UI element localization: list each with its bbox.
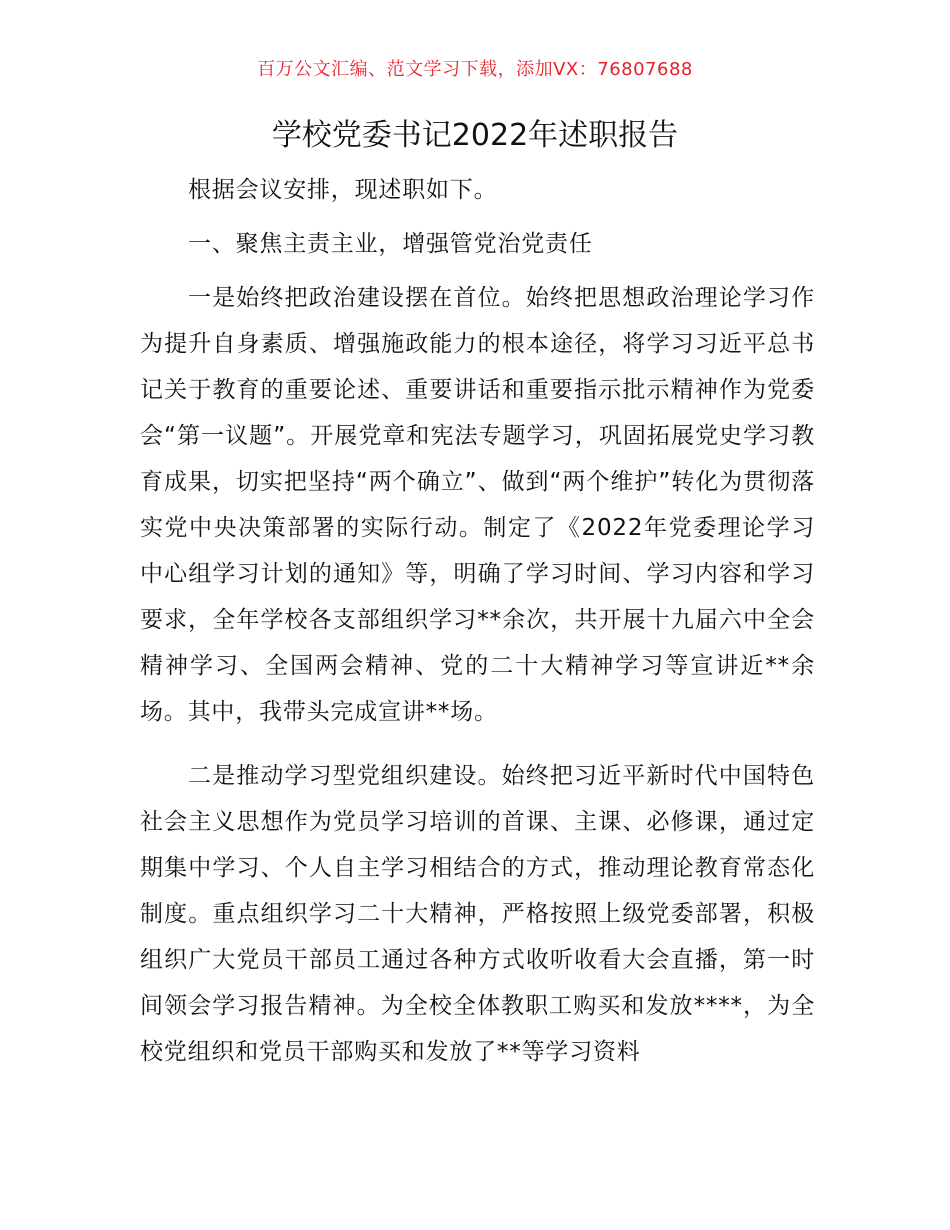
document-title: 学校党委书记2022年述职报告: [271, 118, 679, 153]
document-body: [140, 167, 815, 1083]
paragraph: 一是始终把政治建设摆在首位。始终把思想政治理论学习作为提升自身素质、增强施政能力的根本途径，将学习习近平总书记关于教育的重要论述、重要讲话和重要指示批示精神作为党委会“第一议题”。开展党章和宪法专题学习，巩固拓展党史学习教育成果，切实把坚持“两个确立”、做到“两个维护”转化为贯彻落实党中央决策部署的实际行动。制定了《2022年党委理论学习中心组学习计划的通知》等，明确了学习时间、学习内容和学习要求，全年学校各支部组织学习**余次，共开展十九届六中全会精神学习、全国两会精神、党的二十大精神学习等宣讲近**余场。其中，我带头完成宣讲**场。: [140, 285, 815, 725]
header-note: 百万公文汇编、范文学习下载，添加VX：76807688: [257, 59, 693, 80]
paragraph-intro: 根据会议安排，现述职如下。: [188, 177, 498, 203]
paragraph: 二是推动学习型党组织建设。始终把习近平新时代中国特色社会主义思想作为党员学习培训的首课、主课、必修课，通过定期集中学习、个人自主学习相结合的方式，推动理论教育常态化制度。重点组织学习二十大精神，严格按照上级党委部署，积极组织广大党员干部员工通过各种方式收听收看大会直播，第一时间领会学习报告精神。为全校全体教职工购买和发放****，为全校党组织和党员干部购买和发放了**等学习资料: [140, 763, 815, 1065]
section-heading: 一、聚焦主责主业，增强管党治党责任: [188, 231, 593, 257]
